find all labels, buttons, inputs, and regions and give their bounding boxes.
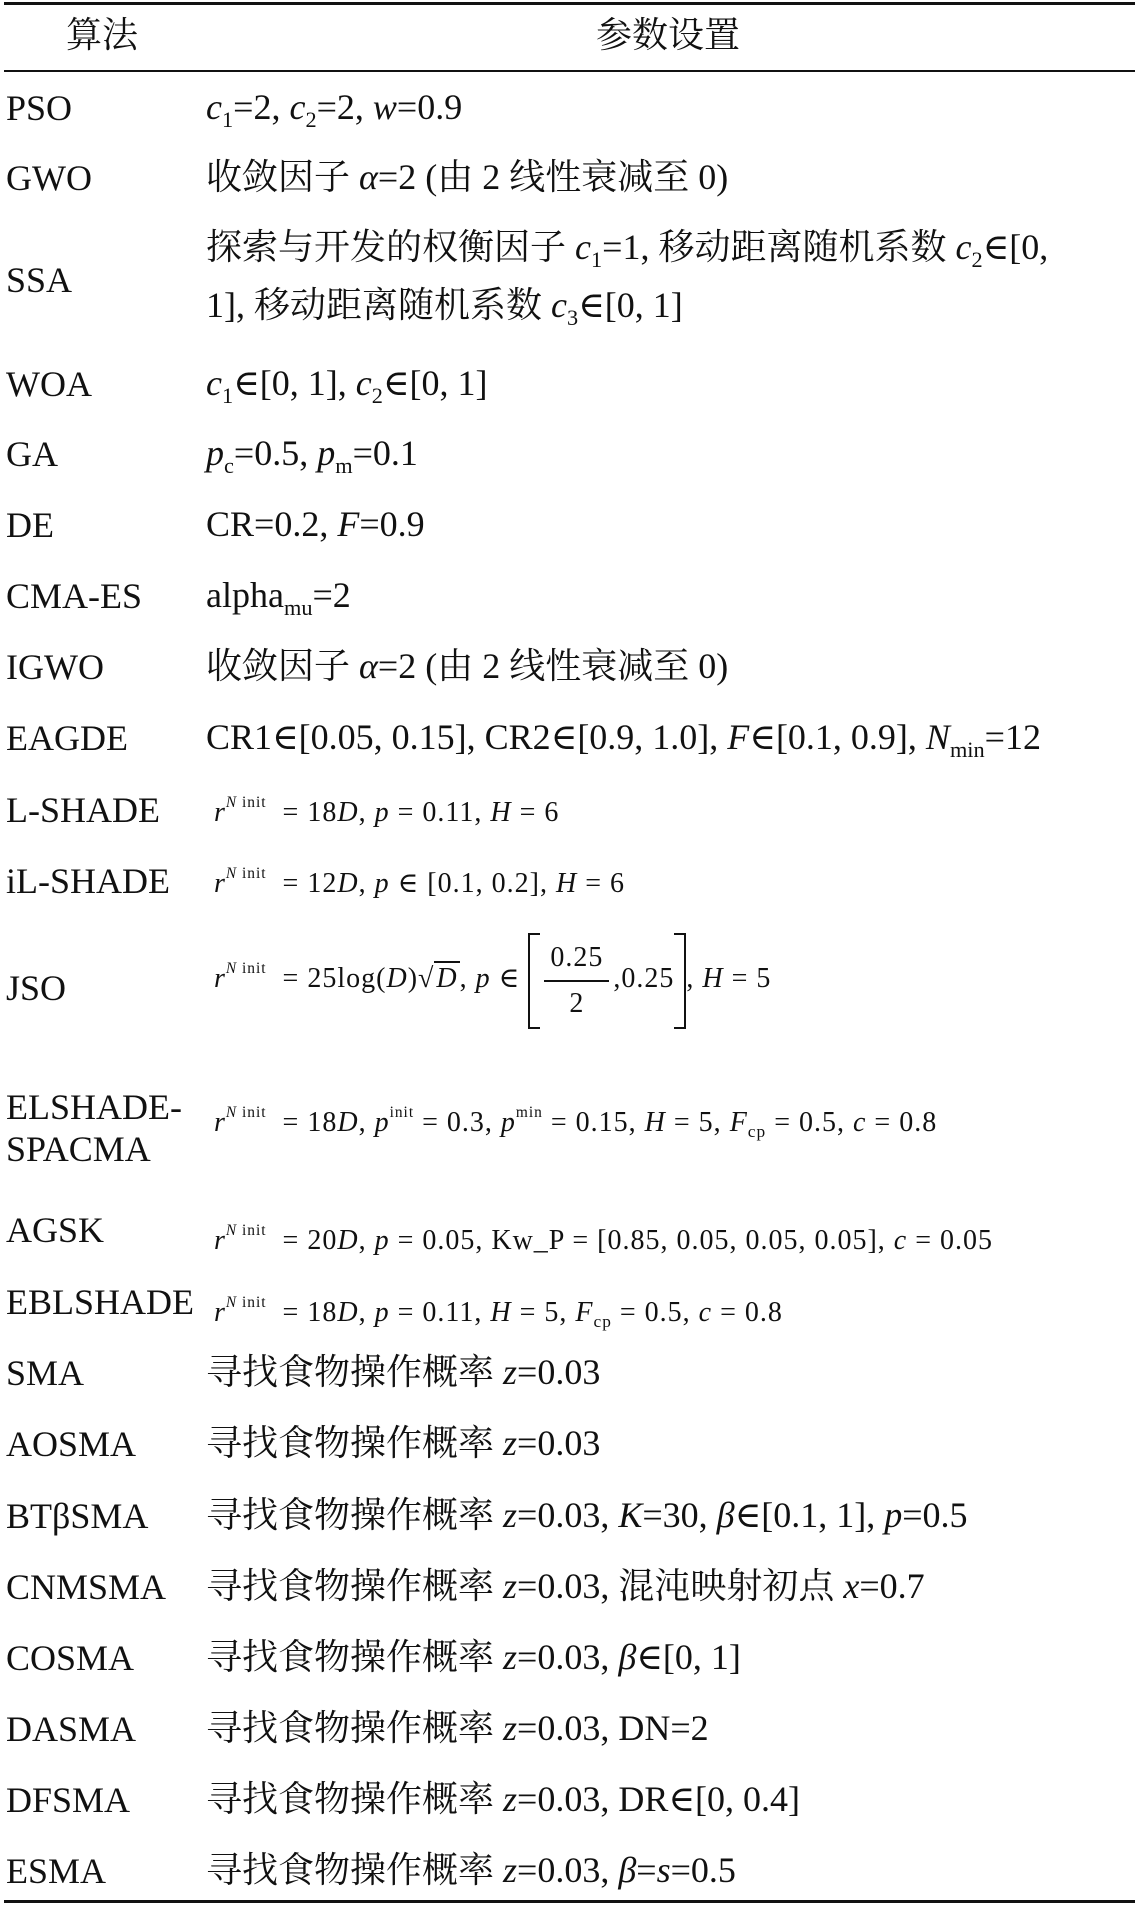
algorithm-name: BTβSMA: [6, 1496, 149, 1536]
parameter-setting: 寻找食物操作概率 z=0.03, DR∈[0, 0.4]: [206, 1779, 800, 1819]
algorithm-name: SMA: [6, 1353, 85, 1393]
parameter-setting: $c_1=2$, $c_2=2$, w=0.9: [206, 87, 463, 132]
algorithm-name: WOA: [6, 364, 92, 404]
algorithm-name: EBLSHADE: [6, 1282, 194, 1322]
parameter-setting: 寻找食物操作概率 z=0.03, β=s=0.5: [206, 1850, 736, 1890]
parameter-setting: $r^{N init} = 20D$, p = 0.05, Kw_P = [0.85, 0.05, 0.05, 0.05], c = 0.05: [214, 1222, 994, 1256]
algorithm-name: COSMA: [6, 1638, 135, 1678]
parameter-setting: CR1∈[0.05, 0.15], CR2∈[0.9, 1.0], F∈[0.1, 0.9], $N_{min}=12$: [206, 717, 1041, 762]
algorithm-name: L-SHADE: [6, 790, 160, 830]
algorithm-name: AOSMA: [6, 1424, 137, 1464]
algorithm-name: PSO: [6, 88, 73, 128]
algorithm-name: SSA: [6, 260, 73, 300]
parameter-setting: 寻找食物操作概率 z=0.03: [206, 1352, 601, 1392]
algorithm-name: CNMSMA: [6, 1567, 167, 1607]
table-top-rule: [4, 2, 1135, 5]
parameter-setting: 收敛因子 α=2 (由 2 线性衰减至 0): [206, 646, 729, 686]
algorithm-name: iL-SHADE: [6, 861, 170, 901]
parameter-setting: $r^{N init} = 12D$, p ∈ [0.1, 0.2], H = 6: [214, 865, 625, 899]
algorithm-name: DASMA: [6, 1709, 137, 1749]
parameter-setting: $r^{N init} = 18D$, p = 0.11, H = 5, $F_{cp} = 0.5$, c = 0.8: [214, 1294, 783, 1332]
parameter-setting: 探索与开发的权衡因子 $c_1=1$, 移动距离随机系数 $c_2\in[0$, 1], 移动距离随机系数 $c_3\in[0$, 1]: [206, 227, 1049, 330]
parameter-setting: 收敛因子 α=2 (由 2 线性衰减至 0): [206, 157, 729, 197]
parameter-setting: $r^{N init} = 25\log(D)√D$, p ∈ $\frac{0.25}{2}$ ,0.25 , H = 5: [206, 926, 771, 1032]
header-parameters: 参数设置: [596, 15, 741, 55]
header-algorithm: 算法: [66, 15, 139, 55]
table-header-rule: [4, 70, 1135, 72]
algorithm-name: IGWO: [6, 647, 104, 687]
parameter-setting: $r^{N init} = 18D$, $p^{init} = 0.3$, $p^{min} = 0.15$, H = 5, $F_{cp} = 0.5$, c = 0.8: [214, 1104, 938, 1142]
parameter-setting: 寻找食物操作概率 z=0.03, β∈[0, 1]: [206, 1637, 741, 1677]
parameter-setting: $r^{N init} = 18D$, p = 0.11, H = 6: [214, 794, 560, 828]
algorithm-name: JSO: [6, 968, 67, 1008]
parameter-setting: alpha$_{mu}$=2: [206, 575, 351, 620]
parameter-setting: $p_c=0.5$, $p_m=0.1$: [206, 433, 418, 478]
parameter-setting: 寻找食物操作概率 z=0.03: [206, 1423, 601, 1463]
table-bottom-rule: [4, 1900, 1135, 1903]
parameter-setting: $c_1\in[0$, 1], $c_2\in[0$, 1]: [206, 363, 488, 408]
algorithm-name: ELSHADE- SPACMA: [6, 1087, 182, 1169]
parameter-setting: 寻找食物操作概率 z=0.03, DN=2: [206, 1708, 709, 1748]
algorithm-name: AGSK: [6, 1210, 105, 1250]
algorithm-name: CMA-ES: [6, 576, 143, 616]
algorithm-name: GWO: [6, 158, 92, 198]
algorithm-name: ESMA: [6, 1851, 107, 1891]
algorithm-name: DFSMA: [6, 1780, 131, 1820]
parameter-setting: 寻找食物操作概率 z=0.03, 混沌映射初点 x=0.7: [206, 1566, 925, 1606]
algorithm-name: DE: [6, 505, 54, 545]
algorithm-name: GA: [6, 434, 58, 474]
algorithm-name: EAGDE: [6, 718, 128, 758]
parameter-setting: 寻找食物操作概率 z=0.03, K=30, β∈[0.1, 1], p=0.5: [206, 1495, 968, 1535]
parameter-setting: CR=0.2, F=0.9: [206, 504, 425, 544]
